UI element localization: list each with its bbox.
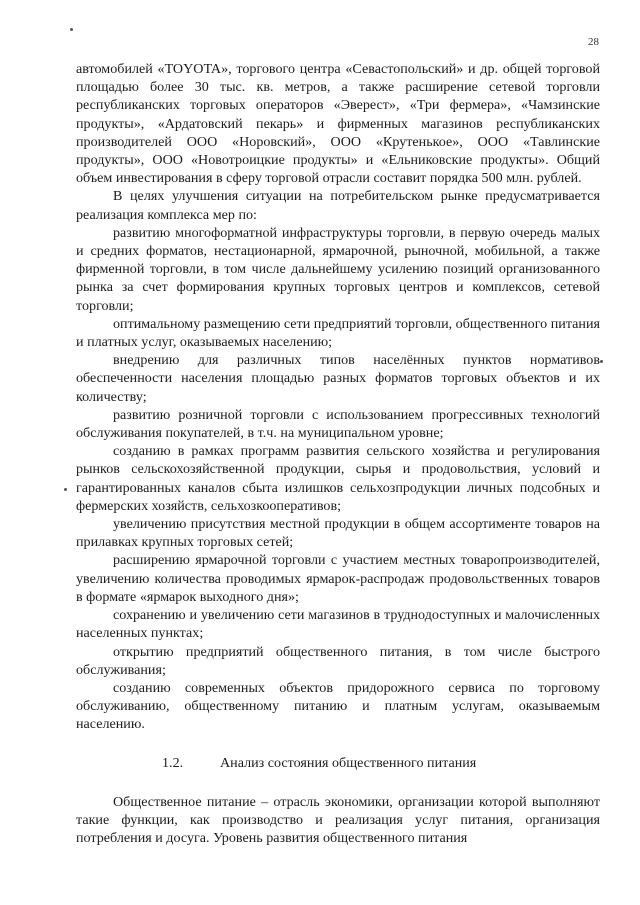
list-item: оптимальному размещению сети предприятий торговли, общественного питания и платных услуг, оказываемых населению; bbox=[76, 315, 600, 351]
paragraph: В целях улучшения ситуации на потребительском рынке предусматривается реализация комплекса мер по: bbox=[76, 188, 600, 223]
document-body bbox=[76, 60, 600, 847]
list-item: расширению ярмарочной торговли с участием местных товаропроизводителей, увеличению количества проводимых ярмарок-распродаж продовольственных товаров в формате «ярмарок выходного дня»; bbox=[76, 552, 600, 605]
section-number: 1.2. bbox=[162, 754, 184, 771]
list-item: увеличению присутствия местной продукции в общем ассортименте товаров на прилавках крупных торговых сетей; bbox=[76, 516, 600, 551]
list-item: развитию многоформатной инфраструктуры торговли, в первую очередь малых и средних форматов, нестационарной, ярмарочной, рыночной, мобильной, а также фирменной торговли, в том числе дальнейшему усилению позиций организованного рынка за счет формирования крупных торговых центров и комплексов, сетевой торговли; bbox=[76, 224, 600, 314]
section-heading bbox=[76, 754, 600, 772]
paragraph: автомобилей «TOYOTA», торгового центра «Севастопольский» и др. общей торговой площадью более 30 тыс. кв. метров, а также расширение сетевой торговли республиканских торговых операторов «Эверест», «Три фермера», «Чамзинские продукты», «Ардатовский пекарь» и фирменных магазинов республиканских производителей ООО «Норовский», ООО «Крутенькое», ООО «Тавлинские продукты», ООО «Новотроицкие продукты» и «Ельниковские продукты». Общий объем инвестирования в сферу торговой отрасли составит порядка 500 млн. рублей. bbox=[76, 61, 600, 187]
page-number: 28 bbox=[588, 36, 599, 48]
list-item: созданию в рамках программ развития сельского хозяйства и регулирования рынков сельскохозяйственной продукции, сырья и продовольствия, условий и гарантированных каналов сбыта излишков сельхозпродукции личных подсобных и фермерских хозяйств, сельхозкооперативов; bbox=[76, 443, 600, 514]
scan-speck bbox=[64, 488, 67, 491]
list-item: внедрению для различных типов населённых пунктов нормативов обеспеченности населения площадью разных форматов торговых объектов и их количеству; bbox=[76, 352, 600, 405]
paragraph: Общественное питание – отрасль экономики, организации которой выполняют такие функции, как производство и реализация услуг питания, организация потребления и досуга. Уровень развития общественного питания bbox=[76, 793, 600, 847]
list-item: сохранению и увеличению сети магазинов в труднодоступных и малочисленных населенных пунктах; bbox=[76, 607, 600, 642]
list-item: созданию современных объектов придорожного сервиса по торговому обслуживанию, общественному питанию и платным услугам, оказываемым населению. bbox=[76, 679, 600, 733]
list-item: открытию предприятий общественного питания, в том числе быстрого обслуживания; bbox=[76, 643, 600, 678]
scan-speck bbox=[70, 28, 73, 31]
scan-speck bbox=[600, 360, 603, 363]
list-item: развитию розничной торговли с использованием прогрессивных технологий обслуживания покупателей, в т.ч. на муниципальном уровне; bbox=[76, 406, 600, 442]
section-title: Анализ состояния общественного питания bbox=[220, 754, 477, 771]
